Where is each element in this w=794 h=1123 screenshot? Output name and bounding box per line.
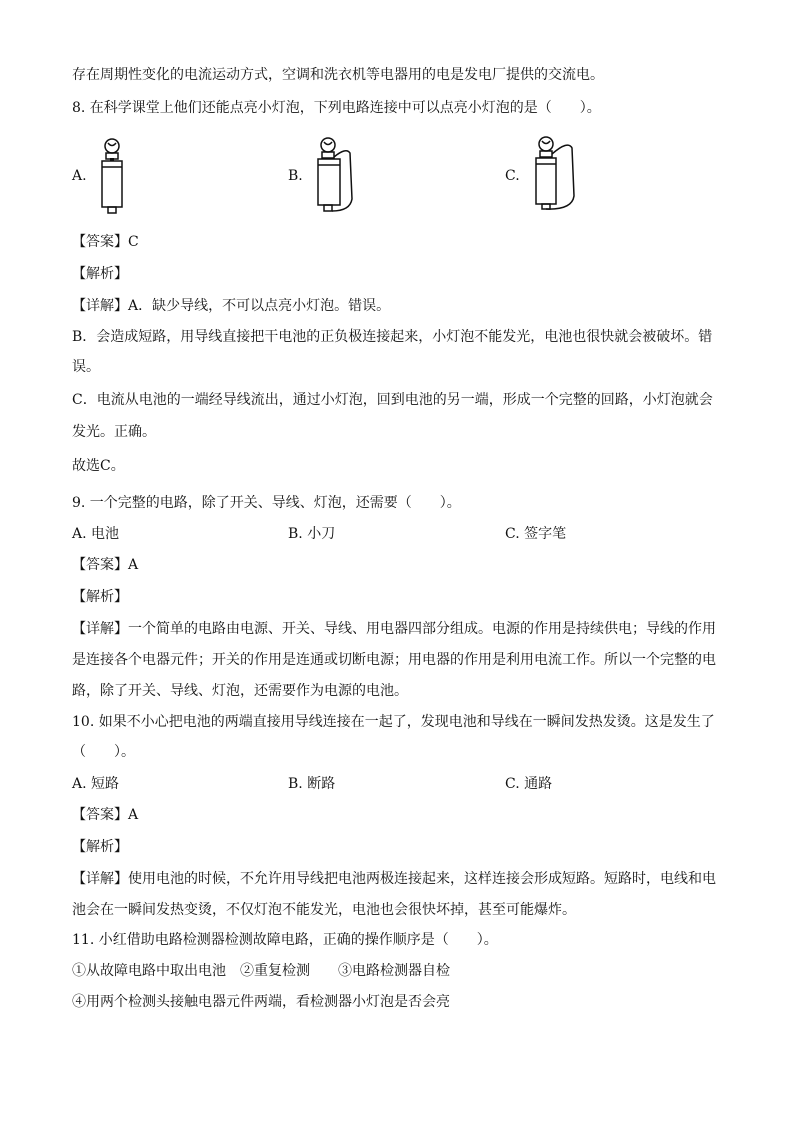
- q9-option-c: C. 签字笔: [505, 526, 567, 542]
- q8-analysis: 【解析】: [72, 266, 128, 282]
- q10-detail-line1: 【详解】使用电池的时候，不允许用导线把电池两极连接起来，这样连接会形成短路。短路时，电线和电: [72, 871, 716, 887]
- q10-option-a: A. 短路: [72, 776, 120, 792]
- q8-option-b-label: B.: [288, 168, 303, 184]
- q11-question: 11. 小红借助电路检测器检测故障电路，正确的操作顺序是（ ）。: [72, 932, 498, 948]
- q8-answer: 【答案】C: [72, 234, 139, 250]
- q11-steps-line1: ①从故障电路中取出电池 ②重复检测 ③电路检测器自检: [72, 963, 450, 979]
- q8-option-b-figure: [308, 133, 356, 219]
- q9-analysis: 【解析】: [72, 589, 128, 605]
- q9-answer: 【答案】A: [72, 557, 139, 573]
- q9-option-a: A. 电池: [72, 526, 120, 542]
- q9-detail-line2: 是连接各个电器元件；开关的作用是连通或切断电源；用电器的作用是利用电流工作。所以一个完整的电: [72, 652, 716, 668]
- q9-question: 9. 一个完整的电路，除了开关、导线、灯泡，还需要（ ）。: [72, 495, 461, 511]
- q8-detail-b-line2: 误。: [72, 359, 100, 375]
- q11-steps-line2: ④用两个检测头接触电器元件两端，看检测器小灯泡是否会亮: [72, 994, 450, 1010]
- q8-detail-c-line2: 发光。正确。: [72, 424, 156, 440]
- q9-detail-line1: 【详解】一个简单的电路由电源、开关、导线、用电器四部分组成。电源的作用是持续供电；导线的作用: [72, 621, 716, 637]
- q8-option-a-label: A.: [72, 168, 87, 184]
- q8-detail-a: 【详解】A．缺少导线，不可以点亮小灯泡。错误。: [72, 298, 391, 314]
- q9-detail-line3: 路，除了开关、导线、灯泡，还需要作为电源的电池。: [72, 683, 408, 699]
- intro-line: 存在周期性变化的电流运动方式，空调和洗衣机等电器用的电是发电厂提供的交流电。: [72, 67, 604, 83]
- q10-analysis: 【解析】: [72, 839, 128, 855]
- q10-option-c: C. 通路: [505, 776, 553, 792]
- q9-option-b: B. 小刀: [288, 526, 336, 542]
- q10-detail-line2: 池会在一瞬间发热变烫，不仅灯泡不能发光，电池也会很快坏掉，甚至可能爆炸。: [72, 902, 576, 918]
- q10-question-line2: （ ）。: [72, 744, 135, 760]
- q8-question: 8. 在科学课堂上他们还能点亮小灯泡，下列电路连接中可以点亮小灯泡的是（ ）。: [72, 100, 601, 116]
- q8-conclusion: 故选C。: [72, 458, 125, 474]
- q10-answer: 【答案】A: [72, 807, 139, 823]
- q8-option-a-figure: [96, 135, 128, 219]
- q8-option-c-label: C.: [505, 168, 520, 184]
- q10-question-line1: 10. 如果不小心把电池的两端直接用导线连接在一起了，发现电池和导线在一瞬间发热发烫。这是发生了: [72, 714, 715, 730]
- q8-detail-c-line1: C．电流从电池的一端经导线流出，通过小灯泡，回到电池的另一端，形成一个完整的回路，小灯泡就会: [72, 392, 713, 408]
- q10-option-b: B. 断路: [288, 776, 336, 792]
- q8-option-c-figure: [528, 132, 578, 216]
- q8-detail-b-line1: B．会造成短路，用导线直接把干电池的正负极连接起来，小灯泡不能发光，电池也很快就会被破坏。错: [72, 329, 713, 345]
